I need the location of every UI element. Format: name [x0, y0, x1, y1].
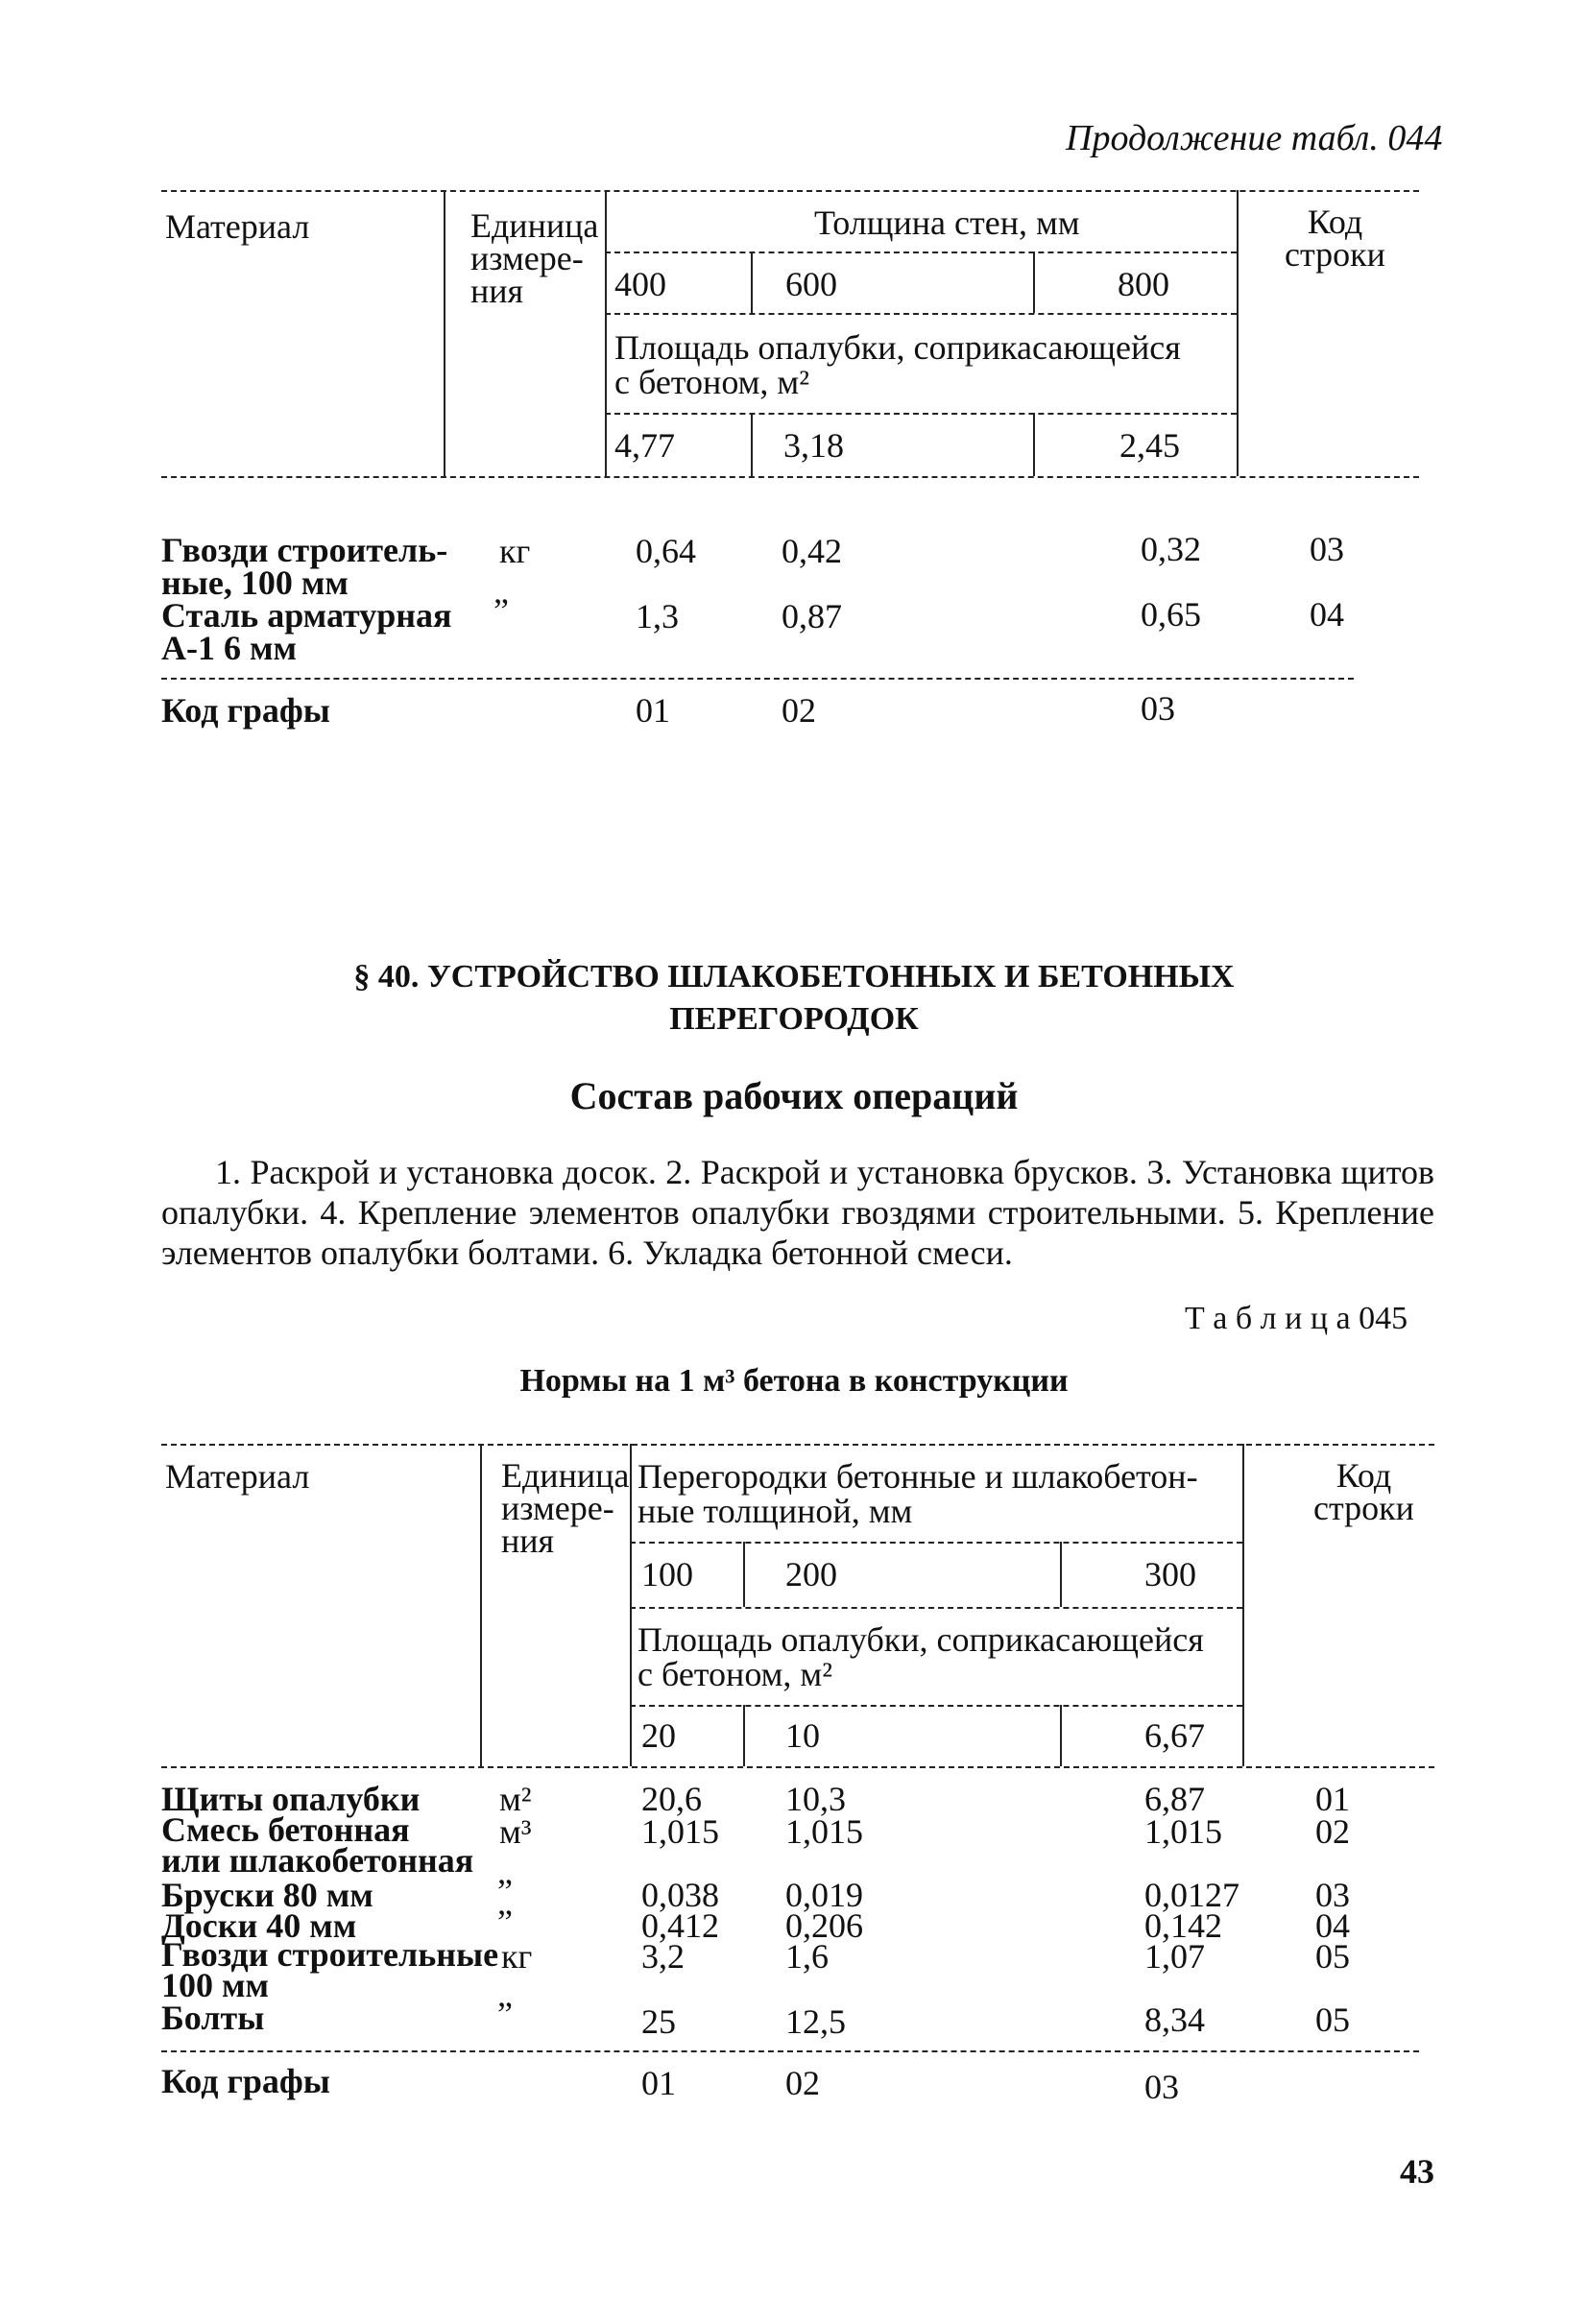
table-rule [605, 313, 1237, 315]
row-name [161, 531, 448, 602]
page-number: 43 [1400, 2152, 1434, 2191]
row-value: 20,6 [641, 1780, 702, 1818]
footer-code: 03 [1141, 689, 1175, 728]
table-rule [630, 1444, 632, 1766]
header-unit [501, 1456, 630, 1560]
section-title-line: § 40. УСТРОЙСТВО ШЛАКОБЕТОННЫХ И БЕТОННЫХ [353, 959, 1235, 994]
header-unit-line: ния [501, 1521, 555, 1560]
header-code [1285, 203, 1385, 274]
area-label-line: Площадь опалубки, соприкасающейся [638, 1620, 1204, 1659]
header-code-line: строки [1313, 1489, 1414, 1527]
row-value: 3,2 [641, 1937, 685, 1976]
row-name-line: Сталь арматурная [161, 596, 452, 635]
row-value: 0,019 [785, 1876, 863, 1914]
table-rule [161, 2050, 1419, 2052]
table-rule [1060, 1705, 1062, 1766]
header-thickness [638, 1459, 1198, 1528]
row-unit: м³ [499, 1812, 532, 1851]
footer-code: 01 [636, 691, 670, 730]
table-rule [605, 252, 1237, 253]
header-unit-line: ния [470, 272, 524, 310]
row-unit: ” [497, 1872, 513, 1910]
row-value: 25 [641, 2002, 676, 2041]
continuation-header: Продолжение табл. 044 [1066, 118, 1443, 158]
row-value: 1,07 [1144, 1937, 1205, 1976]
header-unit-line: измере- [470, 239, 584, 277]
row-value: 0,038 [641, 1876, 719, 1914]
footer-code: 02 [785, 2064, 820, 2102]
row-name [161, 596, 452, 667]
row-value: 8,34 [1144, 2001, 1205, 2039]
table-rule [480, 1444, 482, 1766]
table-rule [743, 1705, 745, 1766]
footer-label: Код графы [161, 2062, 330, 2100]
table-rule [161, 1766, 1434, 1768]
row-name-line: или шлакобетонная [161, 1841, 474, 1880]
row-name: Бруски 80 мм [161, 1876, 373, 1914]
section-subtitle: Состав рабочих операций [569, 1074, 1019, 1117]
row-value: 0,65 [1141, 595, 1201, 634]
row-value: 1,015 [785, 1812, 863, 1851]
section-title [0, 956, 1588, 1041]
row-name: Болты [161, 1999, 265, 2037]
footer-code: 03 [1144, 2068, 1179, 2106]
header-material: Материал [165, 207, 310, 246]
header-material: Материал [165, 1457, 310, 1496]
table-rule [1033, 252, 1035, 313]
row-code: 03 [1310, 530, 1344, 568]
row-name: Щиты опалубки [161, 1780, 421, 1818]
table-label: Т а б л и ц а 045 [1185, 1301, 1408, 1336]
table-rule [751, 252, 753, 313]
row-code: 04 [1310, 595, 1344, 634]
row-name [161, 1810, 474, 1880]
area-value-1: 4,77 [614, 426, 675, 465]
header-code-line: Код [1307, 203, 1363, 241]
row-unit: кг [501, 1937, 533, 1976]
table-rule [1060, 1542, 1062, 1607]
table-rule [161, 678, 1354, 680]
row-code: 01 [1315, 1780, 1350, 1818]
table-rule [1242, 1444, 1244, 1766]
header-thickness-line: Перегородки бетонные и шлакобетон- [638, 1457, 1198, 1496]
header-unit-line: Единица [470, 206, 599, 245]
table-rule [743, 1542, 745, 1607]
area-value-3: 6,67 [1144, 1716, 1205, 1755]
header-code-line: Код [1335, 1456, 1392, 1495]
area-label-line: с бетоном, м² [614, 363, 809, 401]
row-value: 1,3 [636, 597, 679, 635]
row-value: 0,87 [782, 597, 842, 635]
area-label [614, 330, 1181, 399]
thickness-400: 400 [614, 265, 666, 303]
row-unit: ” [497, 1903, 513, 1941]
row-value: 0,32 [1141, 530, 1201, 568]
row-name [161, 1935, 499, 2004]
row-unit: м² [499, 1780, 532, 1818]
row-name-line: ные, 100 мм [161, 563, 349, 602]
row-name-line: 100 мм [161, 1966, 270, 2004]
row-name-line: Смесь бетонная [161, 1810, 410, 1849]
table-rule [1237, 190, 1239, 476]
header-thickness-line: ные толщиной, мм [638, 1492, 913, 1530]
area-value-3: 2,45 [1119, 426, 1180, 465]
row-value: 6,87 [1144, 1780, 1205, 1818]
row-value: 0,206 [785, 1906, 863, 1945]
row-code: 03 [1315, 1876, 1350, 1914]
row-name-line: А-1 6 мм [161, 629, 298, 667]
area-label-line: с бетоном, м² [638, 1655, 832, 1693]
table-title: Нормы на 1 м³ бетона в конструкции [519, 1363, 1069, 1399]
row-value: 0,0127 [1144, 1876, 1239, 1914]
footer-code: 01 [641, 2064, 676, 2102]
row-value: 0,64 [636, 532, 696, 570]
row-value: 1,6 [785, 1937, 829, 1976]
header-code [1313, 1456, 1414, 1527]
table-rule [1033, 413, 1035, 476]
area-value-1: 20 [641, 1716, 676, 1755]
thickness-800: 800 [1118, 265, 1169, 303]
row-value: 12,5 [785, 2002, 846, 2041]
table-rule [161, 190, 1419, 192]
thickness-600: 600 [785, 265, 837, 303]
area-label [638, 1622, 1204, 1691]
table-rule [605, 190, 607, 476]
row-value: 1,015 [1144, 1812, 1222, 1851]
row-value: 10,3 [785, 1780, 846, 1818]
header-code-line: строки [1285, 235, 1385, 274]
area-value-2: 10 [785, 1716, 820, 1755]
row-code: 04 [1315, 1906, 1350, 1945]
table-rule [444, 190, 445, 476]
row-value: 0,42 [782, 532, 842, 570]
table-rule [630, 1542, 1242, 1544]
row-code: 05 [1315, 2001, 1350, 2039]
row-code: 02 [1315, 1812, 1350, 1851]
table-rule [161, 476, 1419, 478]
row-code: 05 [1315, 1937, 1350, 1976]
table-rule [751, 413, 753, 476]
header-unit [470, 206, 599, 310]
header-thickness: Толщина стен, мм [814, 204, 1080, 242]
row-unit: ” [493, 591, 509, 630]
footer-label: Код графы [161, 691, 330, 730]
section-title-line: ПЕРЕГОРОДОК [669, 1001, 919, 1037]
table-rule [605, 413, 1237, 415]
header-unit-line: измере- [501, 1489, 614, 1527]
row-value: 0,142 [1144, 1906, 1222, 1945]
header-unit-line: Единица [501, 1456, 630, 1495]
thickness-300: 300 [1144, 1555, 1196, 1593]
area-value-2: 3,18 [783, 426, 844, 465]
area-label-line: Площадь опалубки, соприкасающейся [614, 328, 1181, 367]
row-name-line: Гвозди строительные [161, 1935, 499, 1974]
row-value: 0,412 [641, 1906, 719, 1945]
table-rule [630, 1607, 1242, 1609]
row-unit: ” [497, 1995, 513, 2033]
thickness-100: 100 [641, 1555, 693, 1593]
row-unit: кг [499, 532, 531, 570]
row-name: Доски 40 мм [161, 1906, 357, 1945]
row-name-line: Гвозди строитель- [161, 531, 448, 569]
operations-paragraph: 1. Раскрой и установка досок. 2. Раскрой и установка брусков. 3. Установка щитов опалубки. 4. Крепление элементов опалубки гвоздями строительными. 5. Крепление элементов опалубки болтами. 6. Укладка бетонной смеси. [161, 1153, 1434, 1272]
footer-code: 02 [782, 691, 816, 730]
table-rule [630, 1705, 1242, 1707]
thickness-200: 200 [785, 1555, 837, 1593]
row-value: 1,015 [641, 1812, 719, 1851]
